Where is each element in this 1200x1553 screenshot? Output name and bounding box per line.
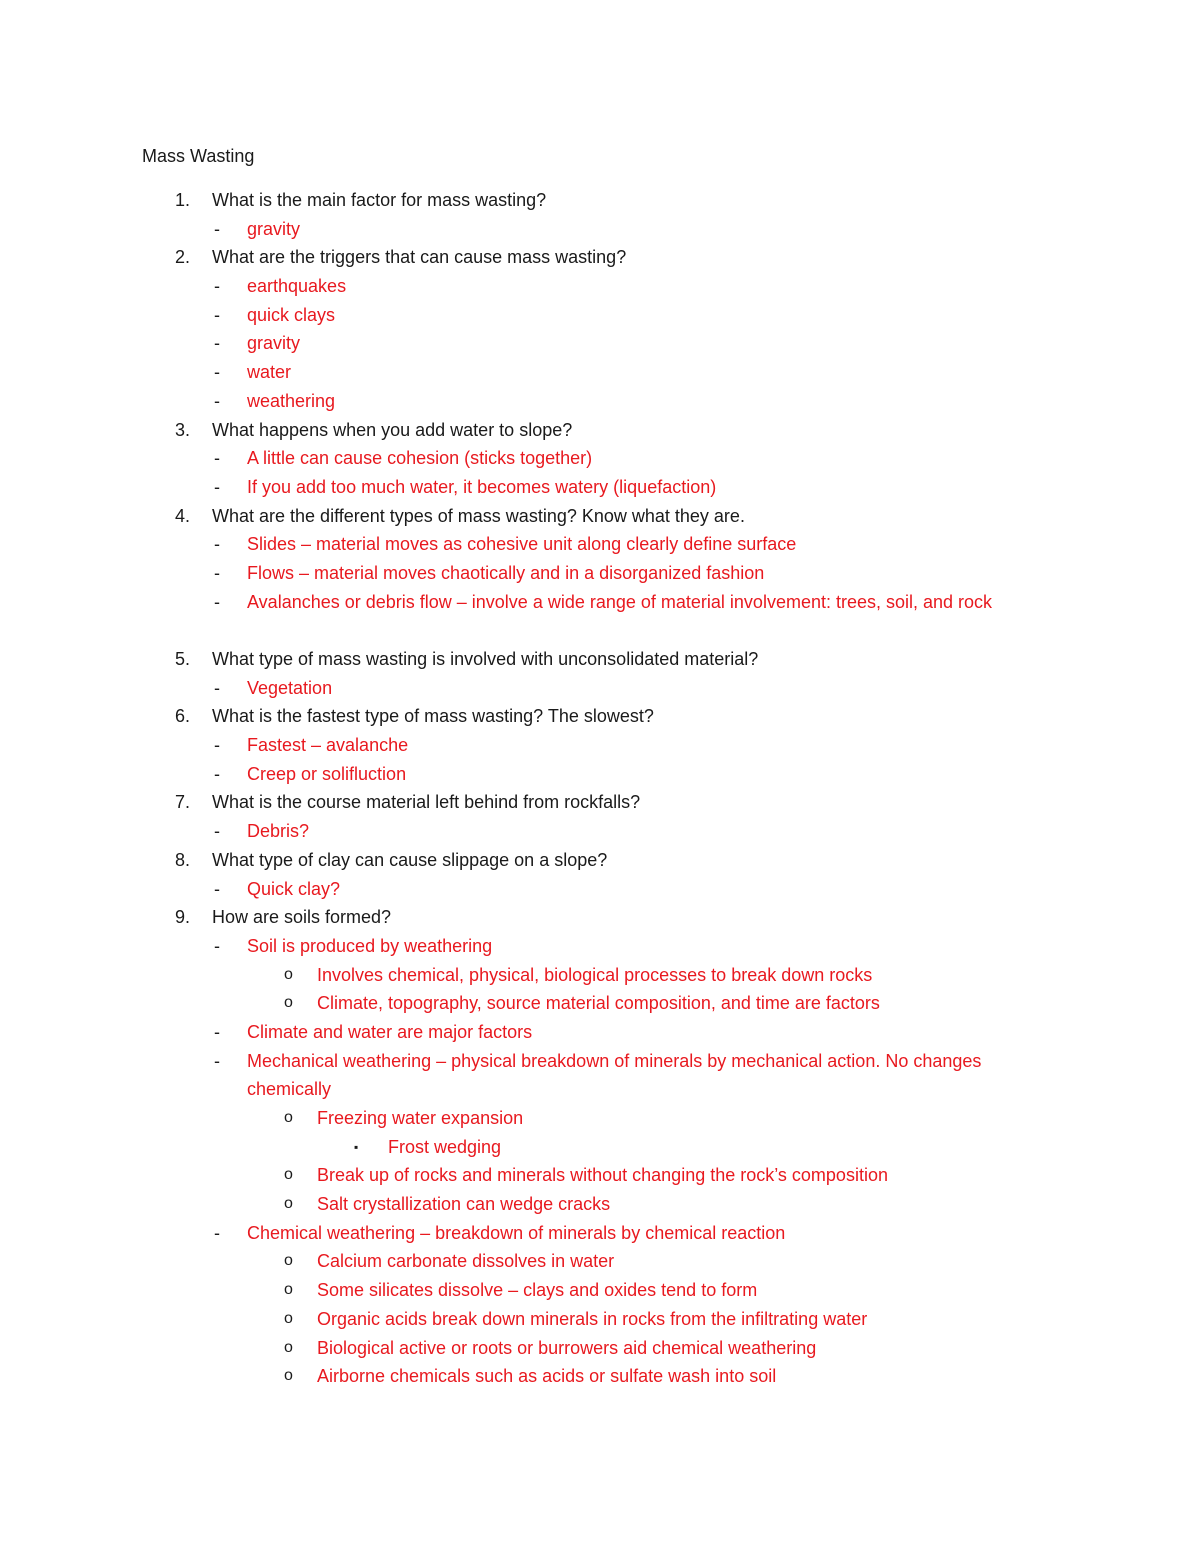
question-row	[0, 788, 1200, 817]
question-number: 5.	[175, 649, 191, 670]
bullet-marker: -	[214, 562, 220, 583]
question-text: How are soils formed?	[212, 907, 392, 928]
sub-item-row	[0, 1305, 1200, 1334]
answer-text: Climate and water are major factors	[247, 1021, 533, 1042]
answer-text: Organic acids break down minerals in rocks from the infiltrating water	[317, 1308, 868, 1329]
answer-item-row	[0, 215, 1200, 244]
answer-text: Quick clay?	[247, 878, 341, 899]
bullet-marker: -	[214, 276, 220, 297]
answer-text: Some silicates dissolve – clays and oxides tend to form	[317, 1280, 758, 1301]
answer-item-row	[0, 329, 1200, 358]
question-row	[0, 702, 1200, 731]
answer-item-row	[0, 674, 1200, 703]
answer-text: If you add too much water, it becomes watery (liquefaction)	[247, 476, 717, 497]
question-number: 9.	[175, 907, 191, 928]
question-text: What is the fastest type of mass wasting? The slowest?	[212, 706, 654, 727]
answer-text: Mechanical weathering – physical breakdown of minerals by mechanical action. No changes chemically	[247, 1050, 982, 1100]
question-number: 1.	[175, 190, 191, 210]
bullet-marker: -	[214, 362, 220, 383]
bullet-marker: -	[214, 476, 220, 497]
bullet-marker: o	[284, 1252, 293, 1270]
question-number: 3.	[175, 419, 191, 440]
sub-item-row	[0, 1104, 1200, 1133]
question-list	[0, 186, 1200, 1391]
question-row	[0, 416, 1200, 445]
bullet-marker: -	[214, 1021, 220, 1042]
question-number: 8.	[175, 849, 191, 870]
document-title: Mass Wasting	[142, 146, 255, 166]
bullet-marker: -	[214, 1222, 220, 1243]
question-text: What type of mass wasting is involved with unconsolidated material?	[212, 649, 759, 670]
answer-text: Break up of rocks and minerals without changing the rock’s composition	[317, 1165, 888, 1186]
answer-item-row	[0, 272, 1200, 301]
bullet-marker: o	[284, 1367, 293, 1385]
sub-item-row	[0, 1190, 1200, 1219]
answer-item-row	[0, 444, 1200, 473]
question-text: What are the different types of mass wasting? Know what they are.	[212, 505, 745, 526]
answer-text: Calcium carbonate dissolves in water	[317, 1251, 615, 1272]
answer-item-row	[0, 387, 1200, 416]
answer-item-row	[0, 875, 1200, 904]
question-text: What type of clay can cause slippage on a slope?	[212, 849, 608, 870]
answer-text: Avalanches or debris flow – involve a wide range of material involvement: trees, soil, and rock	[247, 591, 993, 612]
question-row	[0, 243, 1200, 272]
bullet-marker: o	[284, 1166, 293, 1184]
question-row	[0, 502, 1200, 531]
bullet-marker: -	[214, 390, 220, 411]
answer-text: Biological active or roots or burrowers aid chemical weathering	[317, 1337, 817, 1358]
bullet-marker: -	[214, 878, 220, 899]
bullet-marker: -	[214, 534, 220, 555]
question-row	[0, 903, 1200, 932]
answer-item-row	[0, 1047, 1200, 1104]
answer-item-row	[0, 588, 1200, 645]
sub-item-row	[0, 989, 1200, 1018]
answer-item-row	[0, 1018, 1200, 1047]
answer-text: Involves chemical, physical, biological processes to break down rocks	[317, 964, 873, 985]
answer-item-row	[0, 358, 1200, 387]
answer-text: Airborne chemicals such as acids or sulfate wash into soil	[317, 1366, 777, 1387]
question-text: What are the triggers that can cause mass wasting?	[212, 247, 627, 268]
bullet-marker: o	[284, 1338, 293, 1356]
answer-item-row	[0, 301, 1200, 330]
answer-text: Climate, topography, source material composition, and time are factors	[317, 993, 880, 1014]
answer-text: Debris?	[247, 821, 310, 842]
answer-text: Frost wedging	[388, 1136, 502, 1157]
question-number: 6.	[175, 706, 191, 727]
answer-text: water	[247, 362, 292, 383]
sub-item-row	[0, 1247, 1200, 1276]
answer-item-row	[0, 760, 1200, 789]
answer-text: earthquakes	[247, 276, 347, 297]
answer-text: Chemical weathering – breakdown of minerals by chemical reaction	[247, 1222, 786, 1243]
bullet-marker: -	[214, 333, 220, 354]
question-number: 2.	[175, 247, 191, 268]
answer-text: Freezing water expansion	[317, 1108, 524, 1129]
answer-item-row	[0, 1219, 1200, 1248]
answer-text: Fastest – avalanche	[247, 735, 409, 756]
question-text: What is the course material left behind from rockfalls?	[212, 792, 641, 813]
answer-text: Vegetation	[247, 677, 333, 698]
bullet-marker: -	[214, 677, 220, 698]
bullet-marker: -	[214, 448, 220, 469]
answer-text: gravity	[247, 333, 301, 354]
bullet-marker: -	[214, 1050, 220, 1071]
answer-text: Soil is produced by weathering	[247, 935, 493, 956]
answer-item-row	[0, 731, 1200, 760]
answer-item-row	[0, 932, 1200, 961]
bullet-marker: -	[214, 763, 220, 784]
question-row	[0, 846, 1200, 875]
answer-text: A little can cause cohesion (sticks together)	[247, 448, 593, 469]
bullet-marker: o	[284, 1309, 293, 1327]
answer-text: Flows – material moves chaotically and in a disorganized fashion	[247, 562, 765, 583]
bullet-marker: o	[284, 1195, 293, 1213]
bullet-marker: -	[214, 591, 220, 612]
bullet-marker: o	[284, 1109, 293, 1127]
bullet-marker: o	[284, 994, 293, 1012]
answer-item-row	[0, 530, 1200, 559]
sub-item-row	[0, 1334, 1200, 1363]
bullet-marker: -	[214, 935, 220, 956]
bullet-marker: o	[284, 1281, 293, 1299]
bullet-marker: -	[214, 218, 220, 239]
question-row	[0, 645, 1200, 674]
bullet-marker: ▪	[354, 1139, 359, 1154]
answer-item-row	[0, 559, 1200, 588]
sub-item-row	[0, 1276, 1200, 1305]
answer-item-row	[0, 817, 1200, 846]
answer-text: gravity	[247, 218, 301, 239]
answer-item-row	[0, 473, 1200, 502]
answer-text: Slides – material moves as cohesive unit along clearly define surface	[247, 534, 797, 555]
question-text: What happens when you add water to slope?	[212, 419, 573, 440]
question-number: 7.	[175, 792, 191, 813]
answer-text: Salt crystallization can wedge cracks	[317, 1194, 611, 1215]
bullet-marker: -	[214, 821, 220, 842]
bullet-marker: -	[214, 304, 220, 325]
question-row	[0, 186, 1200, 215]
sub-item-row	[0, 961, 1200, 990]
answer-text: quick clays	[247, 304, 336, 325]
question-text: What is the main factor for mass wasting?	[212, 190, 547, 210]
sub-item-row	[0, 1362, 1200, 1391]
bullet-marker: -	[214, 735, 220, 756]
sub-item-row	[0, 1161, 1200, 1190]
sub-sub-item-row	[0, 1133, 1200, 1162]
answer-text: Creep or solifluction	[247, 763, 407, 784]
answer-text: weathering	[247, 390, 336, 411]
question-number: 4.	[175, 505, 191, 526]
bullet-marker: o	[284, 965, 293, 983]
